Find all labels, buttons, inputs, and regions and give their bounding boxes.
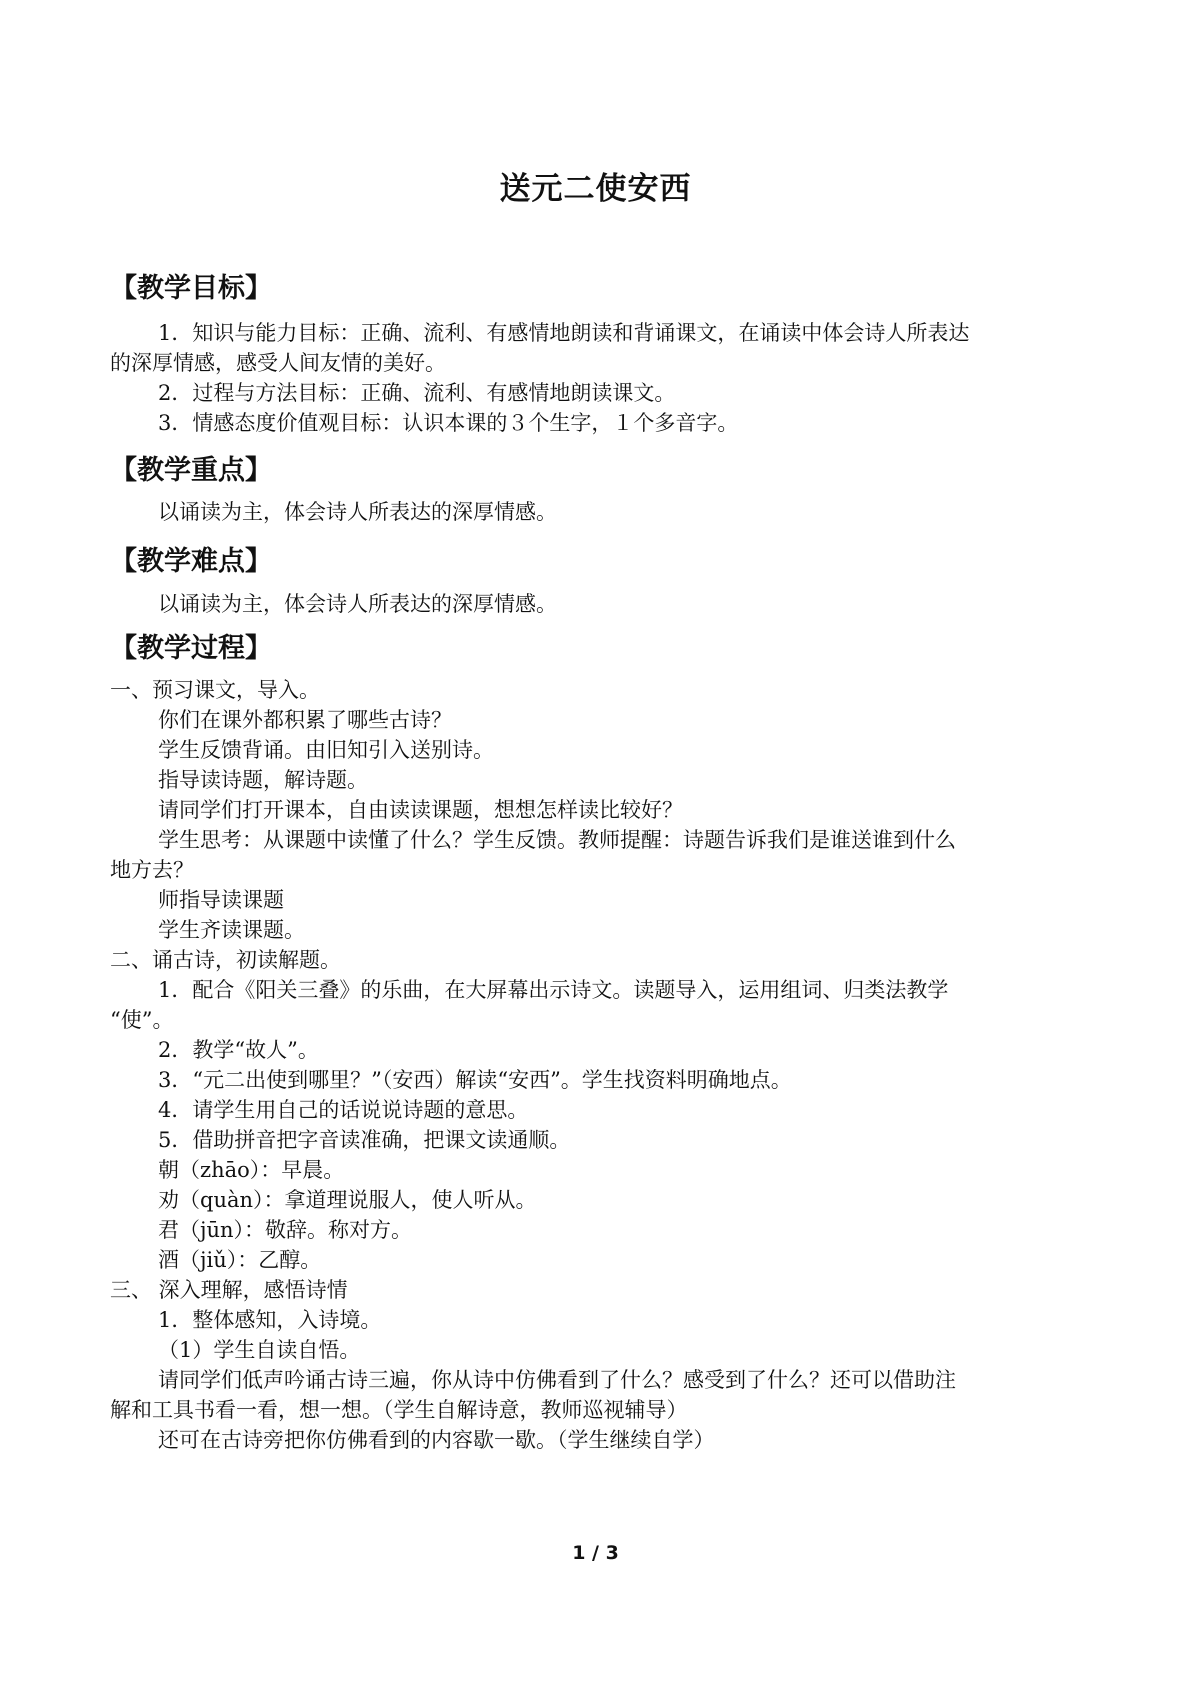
goal-2: 2．过程与方法目标：正确、流利、有感情地朗读课文。 bbox=[158, 381, 676, 405]
process-line: （1）学生自读自悟。 bbox=[158, 1338, 361, 1362]
process-line: 地方去？ bbox=[110, 858, 194, 882]
heading-teaching-process: 【教学过程】 bbox=[110, 633, 272, 664]
heading-teaching-difficulty: 【教学难点】 bbox=[110, 546, 272, 577]
process-line: 师指导读课题 bbox=[158, 888, 284, 912]
key-point-text: 以诵读为主，体会诗人所表达的深厚情感。 bbox=[158, 500, 557, 524]
page-title: 送元二使安西 bbox=[499, 171, 692, 207]
page-number: 1 / 3 bbox=[572, 1542, 619, 1564]
process-line: 5．借助拼音把字音读准确，把课文读通顺。 bbox=[158, 1128, 571, 1152]
goal-3: 3．情感态度价值观目标：认识本课的３个生字，１个多音字。 bbox=[158, 411, 739, 435]
process-line: 三、 深入理解，感悟诗情 bbox=[110, 1278, 348, 1302]
process-line: 一、预习课文，导入。 bbox=[110, 678, 320, 702]
process-line: 还可在古诗旁把你仿佛看到的内容歇一歇。（学生继续自学） bbox=[158, 1428, 715, 1452]
process-line: 1．整体感知，入诗境。 bbox=[158, 1308, 382, 1332]
process-line: 解和工具书看一看，想一想。（学生自解诗意，教师巡视辅导） bbox=[110, 1398, 688, 1422]
process-line: 指导读诗题，解诗题。 bbox=[158, 768, 368, 792]
process-line: “使”。 bbox=[110, 1008, 174, 1032]
process-line: 学生思考：从课题中读懂了什么？学生反馈。教师提醒：诗题告诉我们是谁送谁到什么 bbox=[158, 828, 956, 852]
difficulty-text: 以诵读为主，体会诗人所表达的深厚情感。 bbox=[158, 592, 557, 616]
process-line: 劝（quàn）：拿道理说服人，使人听从。 bbox=[158, 1188, 537, 1212]
process-line: 2．教学“故人”。 bbox=[158, 1038, 319, 1062]
goal-1-line-1: 1．知识与能力目标：正确、流利、有感情地朗读和背诵课文，在诵读中体会诗人所表达 bbox=[158, 321, 970, 345]
process-line: 3．“元二出使到哪里？”（安西）解读“安西”。学生找资料明确地点。 bbox=[158, 1068, 792, 1092]
process-line: 请同学们打开课本，自由读读课题，想想怎样读比较好？ bbox=[158, 798, 683, 822]
process-line: 你们在课外都积累了哪些古诗？ bbox=[158, 708, 452, 732]
process-line: 君（jūn）：敬辞。称对方。 bbox=[158, 1218, 413, 1242]
goal-1-line-2: 的深厚情感，感受人间友情的美好。 bbox=[110, 351, 446, 375]
process-line: 4．请学生用自己的话说说诗题的意思。 bbox=[158, 1098, 529, 1122]
heading-teaching-key: 【教学重点】 bbox=[110, 455, 272, 486]
process-line: 请同学们低声吟诵古诗三遍，你从诗中仿佛看到了什么？感受到了什么？还可以借助注 bbox=[158, 1368, 956, 1392]
process-line: 二、诵古诗，初读解题。 bbox=[110, 948, 341, 972]
process-line: 酒（jiǔ）：乙醇。 bbox=[158, 1248, 322, 1272]
process-line: 学生齐读课题。 bbox=[158, 918, 305, 942]
process-line: 1．配合《阳关三叠》的乐曲，在大屏幕出示诗文。读题导入，运用组词、归类法教学 bbox=[158, 978, 949, 1002]
process-line: 学生反馈背诵。由旧知引入送别诗。 bbox=[158, 738, 494, 762]
heading-teaching-goals: 【教学目标】 bbox=[110, 273, 272, 304]
process-line: 朝（zhāo）：早晨。 bbox=[158, 1158, 345, 1182]
